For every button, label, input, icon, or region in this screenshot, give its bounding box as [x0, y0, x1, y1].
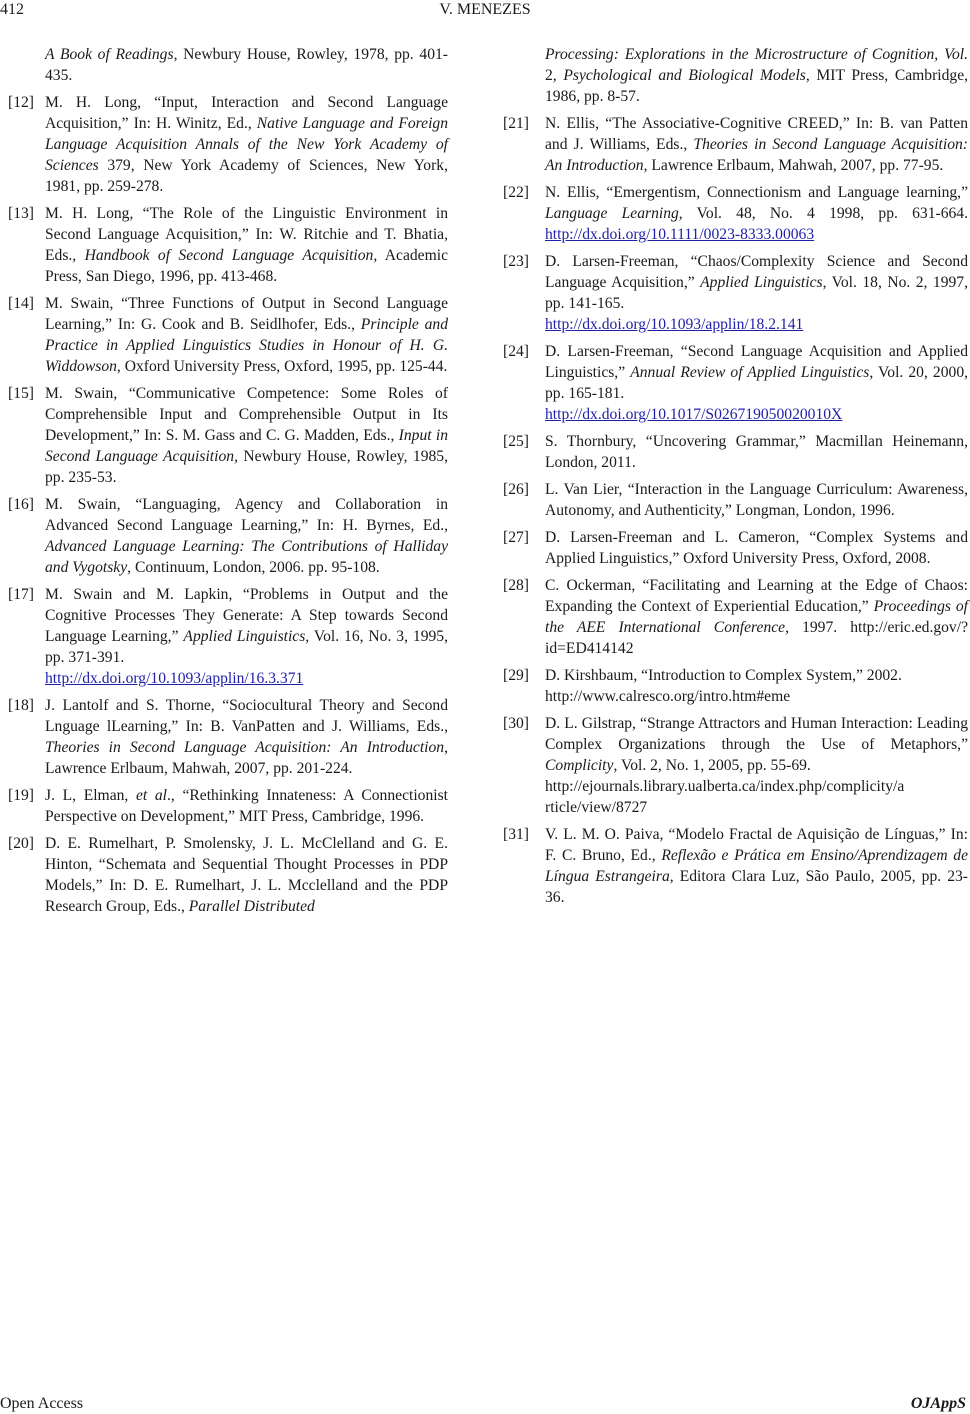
reference-title-italic: Parallel Distributed	[188, 898, 315, 915]
doi-link[interactable]: http://dx.doi.org/10.1017/S026719050020010X	[545, 406, 843, 423]
reference-number: [30]	[503, 715, 529, 732]
reference-number: [23]	[503, 253, 529, 270]
reference-number: [21]	[503, 115, 529, 132]
reference-title-italic: et al	[135, 787, 168, 804]
reference-entry	[8, 293, 448, 377]
reference-entry	[8, 584, 448, 689]
reference-text: D. Larsen-Freeman and L. Cameron, “Complex Systems and Applied Linguistics,” Oxford University Press, Oxford, 2008.	[545, 529, 968, 567]
reference-text: D. E. Rumelhart, P. Smolensky, J. L. McClelland and G. E. Hinton, “Schemata and Sequential Thought Processes in PDP Models,” In: D. E. Rumelhart, J. L. Mcclelland and the PDP Research Group, Eds.,	[45, 835, 448, 915]
reference-entry	[486, 575, 968, 659]
reference-number: [24]	[503, 343, 529, 360]
reference-text: 379, New York Academy of Sciences, New York, 1981, pp. 259-278.	[45, 157, 448, 195]
reference-number: [31]	[503, 826, 529, 843]
doi-link[interactable]: http://dx.doi.org/10.1111/0023-8333.00063	[545, 226, 815, 243]
reference-title-italic: Reflexão e Prática em Ensino/Aprendizagem de Língua Estrangeira	[545, 847, 968, 885]
reference-text: D. Larsen-Freeman, “Second Language Acquisition and Applied Linguistics,”	[545, 343, 968, 381]
running-title: V. MENEZES	[439, 1, 531, 18]
reference-entry	[8, 785, 448, 827]
reference-number: [12]	[8, 94, 34, 111]
reference-number: [16]	[8, 496, 34, 513]
reference-text: N. Ellis, “Emergentism, Connectionism and Language learning,”	[545, 184, 968, 201]
reference-title-italic: Psychological and Biological Models	[563, 67, 806, 84]
reference-entry	[8, 92, 448, 197]
reference-text: , Vol. 20, 2000, pp. 165-181.	[545, 364, 969, 402]
reference-text: V. L. M. O. Paiva, “Modelo Fractal de Aquisição de Línguas,” In: F. C. Bruno, Ed.,	[545, 826, 968, 864]
reference-entry	[486, 44, 968, 107]
reference-text: L. Van Lier, “Interaction in the Language Curriculum: Awareness, Autonomy, and Authenticity,” Longman, London, 1996.	[545, 481, 968, 519]
reference-text: J. Lantolf and S. Thorne, “Sociocultural Theory and Second Lnguage lLearning,” In: B. VanPatten and J. Williams, Eds.,	[45, 697, 448, 735]
reference-entry	[8, 695, 448, 779]
reference-text: , Continuum, London, 2006. pp. 95-108.	[127, 559, 380, 576]
reference-entry	[8, 833, 448, 917]
reference-number: [29]	[503, 667, 529, 684]
reference-entry	[486, 113, 968, 176]
reference-title-italic: Applied Linguistics	[183, 628, 306, 645]
reference-text: rticle/view/8727	[545, 799, 648, 816]
reference-text: M. Swain, “Communicative Competence: Some Roles of Comprehensible Input and Comprehensible Output in Its Development,” In: S. M. Gass and C. G. Madden, Eds.,	[45, 385, 448, 444]
reference-entry	[8, 383, 448, 488]
reference-title-italic: Applied Linguistics	[700, 274, 823, 291]
reference-entry	[486, 824, 968, 908]
reference-title-italic: Language Learning	[545, 205, 679, 222]
reference-entry	[486, 341, 968, 425]
references-right-column	[486, 44, 968, 914]
reference-entry	[8, 494, 448, 578]
reference-text: , Lawrence Erlbaum, Mahwah, 2007, pp. 77-95.	[643, 157, 944, 174]
reference-title-italic: Native Language and Foreign Language Acquisition Annals of the New York Academy of Sciences	[45, 115, 449, 174]
reference-number: [28]	[503, 577, 529, 594]
reference-number: [13]	[8, 205, 34, 222]
reference-entry	[486, 431, 968, 473]
reference-entry	[486, 479, 968, 521]
reference-text: , Editora Clara Luz, São Paulo, 2005, pp. 23-36.	[545, 868, 968, 906]
reference-number: [25]	[503, 433, 529, 450]
reference-text: , Vol. 2, No. 1, 2005, pp. 55-69.	[613, 757, 811, 774]
reference-title-italic: Annual Review of Applied Linguistics	[630, 364, 870, 381]
reference-title-italic: Handbook of Second Language Acquisition	[84, 247, 374, 264]
reference-entry	[486, 665, 968, 707]
reference-text: D. Kirshbaum, “Introduction to Complex System,” 2002.	[545, 667, 902, 684]
reference-text: , Vol. 16, No. 3, 1995, pp. 371-391.	[45, 628, 448, 666]
reference-entry	[486, 527, 968, 569]
reference-title-italic: A Book of Readings	[45, 46, 174, 63]
reference-text: M. H. Long, “The Role of the Linguistic Environment in Second Language Acquisition,” In: W. Ritchie and T. Bhatia, Eds.,	[45, 205, 448, 264]
reference-text: D. L. Gilstrap, “Strange Attractors and Human Interaction: Leading Complex Organizations through the Use of Metaphors,”	[545, 715, 968, 753]
reference-text: M. Swain and M. Lapkin, “Problems in Output and the Cognitive Processes They Generate: A Step towards Second Language Learning,”	[45, 586, 448, 645]
reference-text: , Vol. 48, No. 4 1998, pp. 631-664.	[678, 205, 968, 222]
reference-number: [27]	[503, 529, 529, 546]
reference-title-italic: Theories in Second Language Acquisition: An Introduction	[45, 739, 445, 756]
doi-link[interactable]: http://dx.doi.org/10.1093/applin/18.2.141	[545, 316, 804, 333]
reference-number: [17]	[8, 586, 34, 603]
reference-entry	[486, 182, 968, 245]
reference-title-italic: Processing: Explorations in the Microstructure of Cognition, Vol.	[545, 46, 968, 63]
reference-number: [14]	[8, 295, 34, 312]
reference-entry	[486, 251, 968, 335]
reference-title-italic: Complicity	[545, 757, 614, 774]
reference-entry	[8, 203, 448, 287]
reference-text: , Vol. 18, No. 2, 1997, pp. 141-165.	[545, 274, 968, 312]
reference-text: , Newbury House, Rowley, 1978, pp. 401-435.	[45, 46, 448, 84]
reference-text: 2,	[545, 67, 564, 84]
doi-link[interactable]: http://dx.doi.org/10.1093/applin/16.3.371	[45, 670, 304, 687]
reference-text: ., “Rethinking Innateness: A Connectionist Perspective on Development,” MIT Press, Cambridge, 1996.	[45, 787, 448, 825]
reference-number: [22]	[503, 184, 529, 201]
reference-text: , Newbury House, Rowley, 1985, pp. 235-53.	[45, 448, 449, 486]
page-number: 412	[0, 1, 24, 18]
reference-text: C. Ockerman, “Facilitating and Learning at the Edge of Chaos: Expanding the Context of Experiential Education,”	[545, 577, 968, 615]
reference-number: [18]	[8, 697, 34, 714]
reference-text: M. Swain, “Three Functions of Output in Second Language Learning,” In: G. Cook and B. Seidlhofer, Eds.,	[45, 295, 448, 333]
reference-number: [20]	[8, 835, 34, 852]
reference-text: J. L, Elman,	[45, 787, 136, 804]
reference-title-italic: Input in Second Language Acquisition	[45, 427, 448, 465]
journal-name: OJAppS	[910, 1395, 966, 1412]
reference-entry	[486, 713, 968, 818]
reference-text: S. Thornbury, “Uncovering Grammar,” Macmillan Heinemann, London, 2011.	[545, 433, 968, 471]
reference-entry	[8, 44, 448, 86]
references-left-column	[8, 44, 448, 923]
reference-text: N. Ellis, “The Associative-Cognitive CREED,” In: B. van Patten and J. Williams, Eds.,	[545, 115, 968, 153]
reference-text: http://ejournals.library.ualberta.ca/index.php/complicity/a	[545, 778, 905, 795]
reference-title-italic: Advanced Language Learning: The Contributions of Halliday and Vygotsky	[45, 538, 448, 576]
reference-text: , MIT Press, Cambridge, 1986, pp. 8-57.	[545, 67, 969, 105]
reference-title-italic: Principle and Practice in Applied Linguistics Studies in Honour of H. G. Widdowson	[45, 316, 448, 375]
reference-text: http://www.calresco.org/intro.htm#eme	[545, 688, 791, 705]
reference-text: M. Swain, “Languaging, Agency and Collaboration in Advanced Second Language Learning,” In: H. Byrnes, Ed.,	[45, 496, 448, 534]
reference-number: [15]	[8, 385, 34, 402]
reference-text: , 1997. http://eric.ed.gov/?id=ED414142	[545, 619, 968, 657]
open-access-label: Open Access	[0, 1395, 84, 1412]
reference-text: M. H. Long, “Input, Interaction and Second Language Acquisition,” In: H. Winitz, Ed.,	[45, 94, 448, 132]
reference-text: D. Larsen-Freeman, “Chaos/Complexity Science and Second Language Acquisition,”	[545, 253, 968, 291]
reference-number: [19]	[8, 787, 34, 804]
reference-title-italic: Proceedings of the AEE International Conference	[545, 598, 968, 636]
reference-text: , Lawrence Erlbaum, Mahwah, 2007, pp. 201-224.	[45, 739, 448, 777]
reference-text: , Oxford University Press, Oxford, 1995, pp. 125-44.	[116, 358, 448, 375]
reference-text: , Academic Press, San Diego, 1996, pp. 413-468.	[45, 247, 448, 285]
reference-title-italic: Theories in Second Language Acquisition: An Introduction	[545, 136, 968, 174]
reference-number: [26]	[503, 481, 529, 498]
